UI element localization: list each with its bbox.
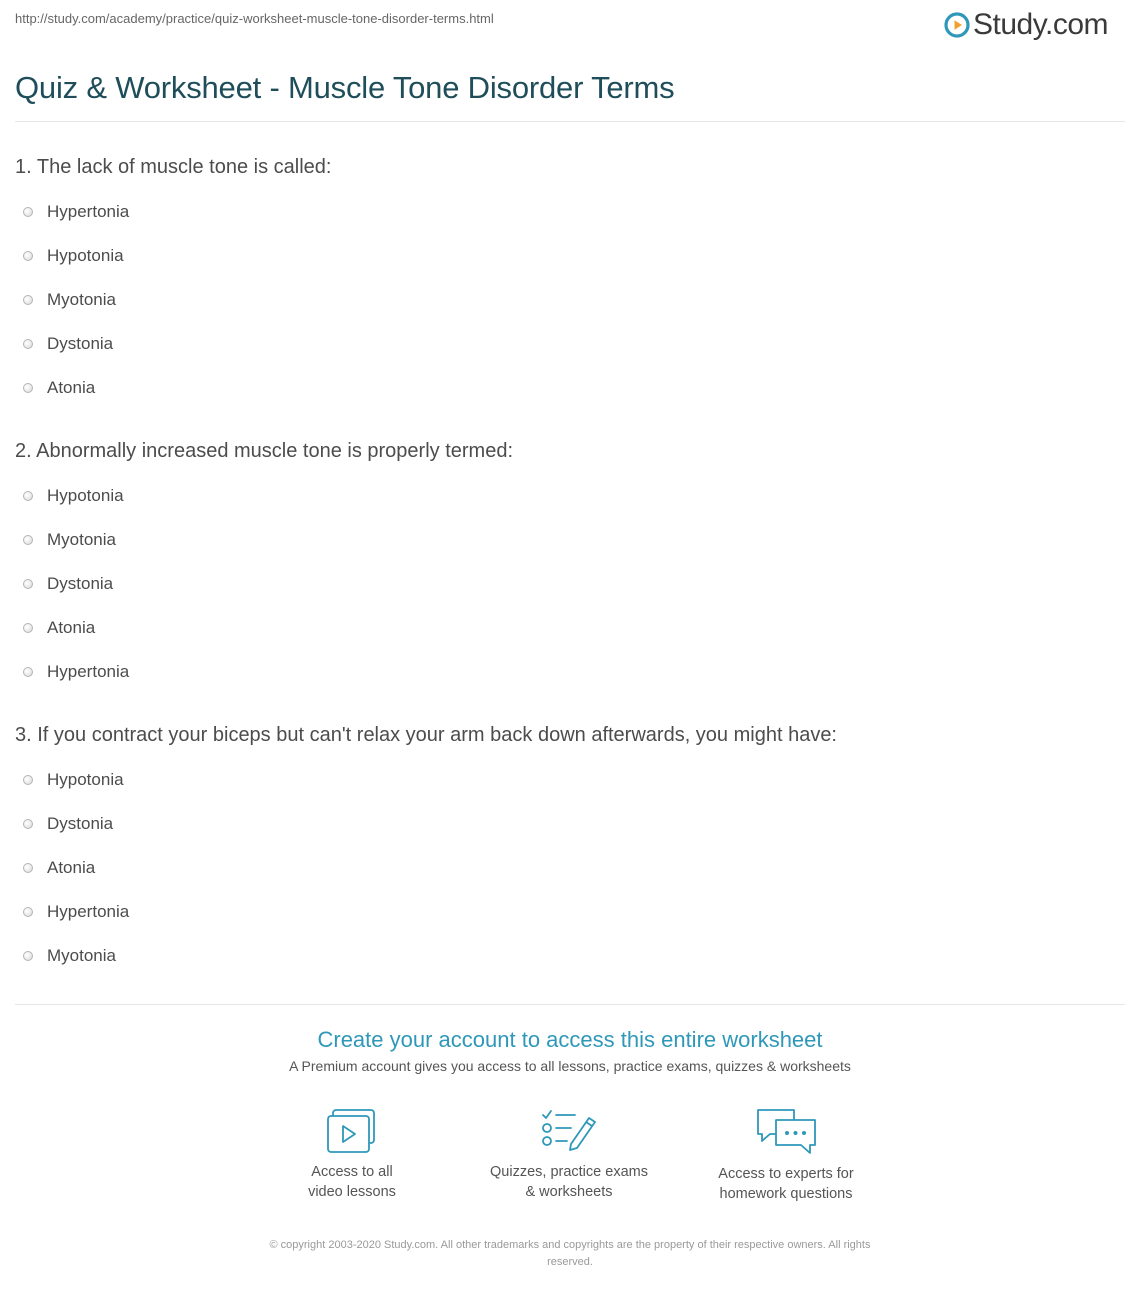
choice-label: Hypotonia xyxy=(47,486,124,505)
study-logo[interactable] xyxy=(944,8,1108,42)
question-3 xyxy=(15,723,1125,978)
question-2 xyxy=(15,439,1125,694)
choice-label: Dystonia xyxy=(47,334,114,353)
choice-label: Hypotonia xyxy=(47,246,124,265)
answer-choice[interactable] xyxy=(15,890,1125,934)
choice-label: Myotonia xyxy=(47,946,116,965)
answer-choice[interactable] xyxy=(15,322,1125,366)
radio-button[interactable] xyxy=(23,383,33,393)
copyright-line: © copyright 2003-2020 Study.com. All other trademarks and copyrights are the property of their respective owners. All rights xyxy=(269,1239,871,1251)
radio-button[interactable] xyxy=(23,819,33,829)
choice-label: Atonia xyxy=(47,858,96,877)
radio-button[interactable] xyxy=(23,295,33,305)
copyright-line: reserved. xyxy=(547,1256,593,1268)
choice-label: Dystonia xyxy=(47,814,114,833)
question-text: 2. Abnormally increased muscle tone is properly termed: xyxy=(15,440,514,462)
radio-button[interactable] xyxy=(23,775,33,785)
radio-button[interactable] xyxy=(23,863,33,873)
radio-button[interactable] xyxy=(23,491,33,501)
chat-bubbles-icon xyxy=(754,1108,818,1156)
choice-label: Atonia xyxy=(47,378,96,397)
answer-choice[interactable] xyxy=(15,606,1125,650)
answer-choice[interactable] xyxy=(15,934,1125,978)
answer-choice[interactable] xyxy=(15,190,1125,234)
choice-label: Dystonia xyxy=(47,574,114,593)
choice-label: Myotonia xyxy=(47,290,116,309)
radio-button[interactable] xyxy=(23,667,33,677)
answer-choice[interactable] xyxy=(15,366,1125,410)
answer-choice[interactable] xyxy=(15,474,1125,518)
answer-choices xyxy=(15,474,1125,694)
answer-choices xyxy=(15,190,1125,410)
video-lessons-icon xyxy=(326,1108,378,1154)
radio-button[interactable] xyxy=(23,907,33,917)
feature-quizzes xyxy=(474,1108,664,1202)
answer-choice[interactable] xyxy=(15,758,1125,802)
choice-label: Hypertonia xyxy=(47,662,130,681)
choice-label: Myotonia xyxy=(47,530,116,549)
answer-choice[interactable] xyxy=(15,234,1125,278)
question-text: 3. If you contract your biceps but can't relax your arm back down afterwards, you might have: xyxy=(15,724,837,746)
radio-button[interactable] xyxy=(23,207,33,217)
copyright-notice xyxy=(215,1237,925,1271)
choice-label: Atonia xyxy=(47,618,96,637)
feature-label-line: homework questions xyxy=(719,1186,853,1202)
question-1 xyxy=(15,155,1125,410)
title-divider xyxy=(15,121,1125,122)
answer-choice[interactable] xyxy=(15,562,1125,606)
choice-label: Hypertonia xyxy=(47,202,130,221)
answer-choice[interactable] xyxy=(15,846,1125,890)
radio-button[interactable] xyxy=(23,579,33,589)
feature-video-lessons xyxy=(257,1108,447,1202)
feature-experts xyxy=(691,1108,881,1204)
choice-label: Hypertonia xyxy=(47,902,130,921)
play-circle-icon xyxy=(944,12,970,38)
answer-choice[interactable] xyxy=(15,802,1125,846)
question-text: 1. The lack of muscle tone is called: xyxy=(15,156,332,178)
answer-choice[interactable] xyxy=(15,278,1125,322)
answer-choice[interactable] xyxy=(15,650,1125,694)
page-url: http://study.com/academy/practice/quiz-worksheet-muscle-tone-disorder-terms.html xyxy=(15,11,494,26)
page-title: Quiz & Worksheet - Muscle Tone Disorder Terms xyxy=(15,70,675,105)
feature-label-line: Quizzes, practice exams xyxy=(490,1164,648,1180)
feature-label-line: video lessons xyxy=(308,1184,396,1200)
feature-label-line: Access to all xyxy=(311,1164,393,1180)
quiz-checklist-icon xyxy=(541,1108,597,1154)
feature-label-line: Access to experts for xyxy=(718,1166,854,1182)
radio-button[interactable] xyxy=(23,251,33,261)
cta-divider xyxy=(15,1004,1125,1005)
feature-label-line: & worksheets xyxy=(525,1184,613,1200)
answer-choices xyxy=(15,758,1125,978)
cta-subtitle: A Premium account gives you access to all lessons, practice exams, quizzes & worksheets xyxy=(289,1058,851,1074)
radio-button[interactable] xyxy=(23,951,33,961)
radio-button[interactable] xyxy=(23,339,33,349)
radio-button[interactable] xyxy=(23,535,33,545)
logo-text: Study.com xyxy=(973,8,1108,41)
create-account-link[interactable]: Create your account to access this entire worksheet xyxy=(317,1027,823,1052)
radio-button[interactable] xyxy=(23,623,33,633)
choice-label: Hypotonia xyxy=(47,770,124,789)
answer-choice[interactable] xyxy=(15,518,1125,562)
